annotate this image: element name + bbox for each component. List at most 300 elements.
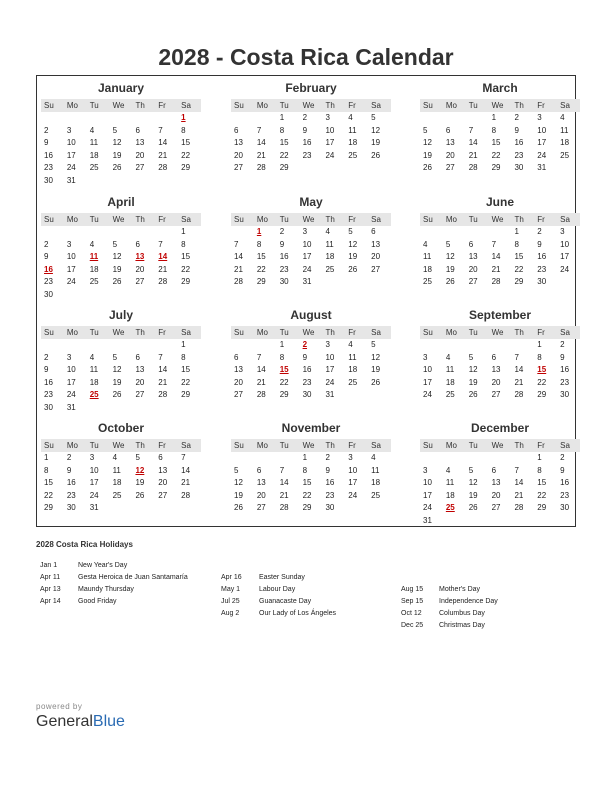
weekday-label: We <box>112 215 125 224</box>
day-cell <box>511 452 534 465</box>
week-row <box>420 515 580 528</box>
holiday-date: Apr 11 <box>40 574 61 581</box>
day-cell: 11 <box>445 365 455 374</box>
day-cell: 9 <box>44 252 49 261</box>
week-row <box>41 364 201 377</box>
day-cell: 9 <box>560 465 565 475</box>
day-cell <box>420 452 443 465</box>
day-cell: 30 <box>279 277 289 286</box>
weekday-label: We <box>302 328 315 337</box>
day-cell <box>322 276 345 289</box>
weekday-label: Mo <box>256 215 268 224</box>
day-cell: 26 <box>135 490 145 500</box>
week-row <box>420 502 580 515</box>
month-june <box>420 194 580 289</box>
week-row <box>41 150 201 163</box>
weekday-label: Tu <box>468 328 478 337</box>
month-name: August <box>290 308 332 322</box>
holiday-name: Christmas Day <box>439 622 485 629</box>
powered-by-text: powered by <box>36 702 83 711</box>
weekday-header <box>41 99 201 112</box>
day-cell: 15 <box>181 365 191 374</box>
week-row <box>420 137 580 150</box>
day-cell: 3 <box>325 340 330 349</box>
holiday-item <box>40 572 188 584</box>
weekday-label: Su <box>44 328 54 337</box>
day-cell <box>443 515 466 528</box>
week-row <box>420 352 580 365</box>
day-cell <box>443 339 466 352</box>
day-cell: 26 <box>112 163 122 172</box>
day-cell: 4 <box>423 239 428 249</box>
holiday-column <box>221 572 336 620</box>
day-cell: 6 <box>135 239 140 249</box>
day-cell: 15 <box>491 138 501 147</box>
calendar-grid <box>36 75 576 527</box>
holiday-name: Good Friday <box>78 598 117 605</box>
day-cell <box>155 339 178 352</box>
day-cell <box>511 339 534 352</box>
weekday-label: Mo <box>66 215 78 224</box>
weekday-header <box>41 213 201 226</box>
day-cell: 26 <box>112 277 122 286</box>
weekday-label: Su <box>234 441 244 450</box>
day-cell: 2 <box>560 453 565 462</box>
week-row <box>231 239 391 252</box>
day-cell: 7 <box>234 239 239 249</box>
day-cell: 4 <box>89 239 95 249</box>
day-cell: 25 <box>348 377 358 387</box>
week-row <box>420 239 580 252</box>
day-cell: 19 <box>371 365 381 374</box>
holiday-date: Jul 25 <box>221 598 240 605</box>
holiday-item <box>221 608 336 620</box>
day-cell: 11 <box>348 352 357 362</box>
holiday-day: 25 <box>445 503 455 512</box>
day-cell: 14 <box>514 478 524 487</box>
footer <box>36 702 125 731</box>
day-cell: 19 <box>348 252 358 261</box>
holiday-item <box>401 596 498 608</box>
day-cell: 30 <box>44 402 53 412</box>
day-cell: 20 <box>491 490 501 500</box>
month-october <box>41 420 201 515</box>
day-cell <box>178 289 201 302</box>
day-cell: 5 <box>112 352 118 362</box>
weekday-label: Tu <box>468 215 478 224</box>
week-row <box>41 125 201 138</box>
day-cell: 3 <box>348 453 353 462</box>
weekday-label: We <box>112 101 125 110</box>
week-row <box>420 339 580 352</box>
day-cell: 9 <box>514 125 519 135</box>
holiday-item <box>401 620 498 632</box>
day-cell: 20 <box>234 377 243 387</box>
day-cell: 27 <box>234 390 243 399</box>
day-cell: 16 <box>44 150 53 160</box>
week-row <box>231 339 391 352</box>
weekday-label: Su <box>423 101 433 110</box>
day-cell: 12 <box>445 252 455 261</box>
day-cell <box>110 112 133 125</box>
day-cell: 17 <box>66 377 76 387</box>
day-cell: 27 <box>158 490 168 500</box>
day-cell: 27 <box>491 503 501 512</box>
holiday-item <box>401 608 498 620</box>
day-cell: 9 <box>537 239 542 249</box>
day-cell: 16 <box>560 365 570 374</box>
day-cell: 23 <box>537 264 547 274</box>
day-cell: 16 <box>44 377 53 387</box>
week-row <box>231 490 391 503</box>
holiday-name: Mother's Day <box>439 586 481 593</box>
weekday-label: Th <box>135 101 145 110</box>
day-cell: 28 <box>256 390 266 399</box>
day-cell: 24 <box>423 390 432 399</box>
holiday-item <box>401 584 498 596</box>
day-cell: 22 <box>256 264 266 274</box>
day-cell: 6 <box>256 465 262 475</box>
holiday-name: Columbus Day <box>439 610 485 617</box>
day-cell: 11 <box>423 252 432 261</box>
weekday-label: Th <box>325 215 335 224</box>
weekday-label: Sa <box>181 215 191 224</box>
day-cell: 14 <box>468 138 478 147</box>
brand-text-general: General <box>36 713 93 730</box>
month-may <box>231 194 391 289</box>
month-march <box>420 80 580 175</box>
day-cell: 14 <box>256 365 266 374</box>
day-cell: 23 <box>560 377 570 387</box>
week-row <box>420 490 580 503</box>
day-cell <box>155 402 178 415</box>
day-cell: 12 <box>468 478 478 487</box>
day-cell: 17 <box>423 490 432 500</box>
day-cell: 23 <box>514 150 524 160</box>
day-cell: 21 <box>468 150 478 160</box>
day-cell: 14 <box>514 365 524 374</box>
day-cell <box>178 175 201 188</box>
day-cell: 19 <box>112 150 122 160</box>
day-cell: 9 <box>279 239 285 249</box>
day-cell: 28 <box>514 503 524 512</box>
day-cell <box>322 162 345 175</box>
week-row <box>41 264 201 277</box>
day-cell: 10 <box>66 252 76 261</box>
day-cell: 25 <box>89 277 99 286</box>
weekday-label: Su <box>423 441 433 450</box>
day-cell <box>466 515 489 528</box>
day-cell: 2 <box>44 352 49 362</box>
day-cell: 28 <box>468 163 478 172</box>
holiday-name: Labour Day <box>259 586 296 593</box>
day-cell: 8 <box>491 125 497 135</box>
day-cell: 26 <box>445 277 455 286</box>
day-cell: 1 <box>491 113 497 122</box>
day-cell: 8 <box>537 352 542 362</box>
day-cell: 7 <box>158 125 163 135</box>
day-cell: 17 <box>325 138 335 147</box>
day-cell: 10 <box>325 125 335 135</box>
day-cell: 2 <box>560 340 565 349</box>
day-cell: 3 <box>560 227 565 236</box>
day-cell: 3 <box>423 352 428 362</box>
day-cell <box>87 402 110 415</box>
day-cell: 12 <box>423 138 432 147</box>
holiday-day: 15 <box>279 365 289 374</box>
weekday-label: Sa <box>181 328 191 337</box>
day-cell <box>557 276 580 289</box>
day-cell: 29 <box>279 163 289 172</box>
day-cell: 31 <box>302 277 312 286</box>
day-cell: 5 <box>468 352 474 362</box>
day-cell: 5 <box>135 453 140 462</box>
day-cell: 9 <box>66 465 72 475</box>
holiday-item <box>40 596 188 608</box>
week-row <box>231 377 391 390</box>
day-cell <box>489 339 512 352</box>
day-cell <box>132 502 155 515</box>
day-cell: 24 <box>537 150 547 160</box>
week-row <box>231 226 391 239</box>
day-cell: 31 <box>66 175 76 185</box>
day-cell: 18 <box>89 150 99 160</box>
weekday-label: We <box>302 101 315 110</box>
day-cell: 9 <box>302 125 308 135</box>
month-name: September <box>468 308 532 322</box>
month-name: January <box>97 81 145 95</box>
day-cell: 19 <box>112 377 122 387</box>
day-cell: 7 <box>468 125 474 135</box>
day-cell: 1 <box>181 227 186 236</box>
day-cell: 21 <box>181 478 191 487</box>
weekday-label: Fr <box>348 215 356 224</box>
day-cell <box>41 112 64 125</box>
month-july <box>41 307 201 414</box>
day-cell <box>489 515 512 528</box>
week-row <box>420 465 580 478</box>
week-row <box>420 226 580 239</box>
week-row <box>231 477 391 490</box>
weekday-label: Su <box>44 441 54 450</box>
day-cell <box>466 452 489 465</box>
day-cell: 28 <box>181 490 191 500</box>
day-cell <box>420 112 443 125</box>
day-cell <box>41 339 64 352</box>
day-cell: 30 <box>560 503 570 512</box>
day-cell: 16 <box>66 478 76 487</box>
day-cell: 26 <box>468 503 478 512</box>
day-cell <box>466 339 489 352</box>
weekday-label: Th <box>325 101 335 110</box>
day-cell: 7 <box>514 352 519 362</box>
day-cell: 13 <box>491 365 501 374</box>
day-cell: 6 <box>445 125 451 135</box>
day-cell: 6 <box>135 352 140 362</box>
weekday-label: Sa <box>181 101 191 110</box>
weekday-header <box>420 99 580 112</box>
day-cell: 30 <box>560 390 570 399</box>
month-name: April <box>107 195 135 209</box>
day-cell: 13 <box>158 465 168 475</box>
day-cell: 24 <box>66 163 76 172</box>
day-cell: 10 <box>423 478 432 487</box>
day-cell <box>110 289 133 302</box>
day-cell: 27 <box>135 163 145 172</box>
day-cell: 20 <box>445 150 455 160</box>
month-september <box>420 307 580 402</box>
day-cell: 16 <box>560 478 570 487</box>
day-cell: 20 <box>491 377 501 387</box>
day-cell: 4 <box>445 352 451 362</box>
day-cell: 1 <box>279 340 285 349</box>
day-cell: 28 <box>256 163 266 172</box>
day-cell: 18 <box>423 264 432 274</box>
day-cell: 11 <box>371 465 380 475</box>
day-cell: 7 <box>181 453 186 462</box>
weekday-label: Th <box>514 215 524 224</box>
weekday-header <box>41 326 201 339</box>
day-cell <box>443 112 466 125</box>
day-cell: 8 <box>181 352 186 362</box>
weekday-label: Tu <box>468 441 478 450</box>
day-cell: 8 <box>279 352 285 362</box>
day-cell: 8 <box>302 465 308 475</box>
week-row <box>420 264 580 277</box>
day-cell <box>345 389 368 402</box>
weekday-label: Su <box>44 101 54 110</box>
day-cell: 12 <box>234 478 243 487</box>
weekday-header <box>231 326 391 339</box>
day-cell: 9 <box>44 138 49 147</box>
day-cell: 12 <box>112 365 122 374</box>
month-december <box>420 420 580 527</box>
day-cell: 3 <box>537 113 542 122</box>
day-cell: 28 <box>279 503 289 512</box>
weekday-label: Mo <box>445 441 457 450</box>
day-cell <box>110 339 133 352</box>
week-row <box>231 162 391 175</box>
day-cell <box>557 162 580 175</box>
day-cell <box>110 175 133 188</box>
day-cell: 25 <box>325 264 335 274</box>
week-row <box>231 465 391 478</box>
day-cell <box>110 226 133 239</box>
week-row <box>41 251 201 264</box>
weekday-header <box>420 326 580 339</box>
day-cell: 25 <box>560 150 570 160</box>
day-cell: 2 <box>279 227 285 236</box>
weekday-label: We <box>491 215 504 224</box>
day-cell: 22 <box>537 490 547 500</box>
day-cell: 21 <box>514 490 524 500</box>
weekday-label: Su <box>44 215 54 224</box>
weekday-label: We <box>491 101 504 110</box>
day-cell <box>132 339 155 352</box>
weekday-label: Fr <box>158 441 166 450</box>
day-cell: 27 <box>371 264 381 274</box>
weekday-label: Sa <box>181 441 191 450</box>
day-cell <box>420 339 443 352</box>
weekday-label: Tu <box>468 101 478 110</box>
day-cell <box>489 226 512 239</box>
week-row <box>231 125 391 138</box>
holiday-column <box>401 584 498 632</box>
day-cell: 13 <box>468 252 478 261</box>
day-cell: 2 <box>325 453 330 462</box>
day-cell: 18 <box>348 365 358 374</box>
weekday-label: We <box>112 328 125 337</box>
day-cell <box>132 289 155 302</box>
day-cell: 24 <box>423 503 432 512</box>
day-cell: 13 <box>135 365 145 374</box>
week-row <box>231 137 391 150</box>
day-cell: 19 <box>135 478 145 487</box>
day-cell: 17 <box>537 138 547 147</box>
week-row <box>420 125 580 138</box>
weekday-label: Mo <box>66 441 78 450</box>
day-cell: 27 <box>468 277 478 286</box>
day-cell: 14 <box>181 465 191 475</box>
weekday-label: We <box>302 441 315 450</box>
holiday-date: Apr 14 <box>40 598 61 605</box>
weekday-label: Mo <box>256 101 268 110</box>
week-row <box>41 502 201 515</box>
holiday-day: 1 <box>181 113 186 122</box>
day-cell: 20 <box>135 377 145 387</box>
holiday-day: 13 <box>135 252 145 261</box>
day-cell: 10 <box>89 465 99 475</box>
day-cell: 6 <box>234 125 239 135</box>
day-cell: 15 <box>181 252 191 261</box>
holiday-name: Easter Sunday <box>259 574 305 581</box>
day-cell: 7 <box>491 239 497 249</box>
day-cell: 26 <box>348 264 358 274</box>
day-cell: 14 <box>279 478 289 487</box>
weekday-header <box>420 213 580 226</box>
day-cell: 31 <box>89 503 99 512</box>
weekday-label: Th <box>135 328 145 337</box>
day-cell: 18 <box>445 377 455 387</box>
day-cell: 4 <box>371 453 376 462</box>
week-row <box>41 112 201 125</box>
holiday-item <box>221 596 336 608</box>
day-cell: 15 <box>302 478 312 487</box>
day-cell <box>254 339 277 352</box>
day-cell: 21 <box>256 150 266 160</box>
weekday-label: Mo <box>256 328 268 337</box>
day-cell: 29 <box>491 163 501 172</box>
day-cell: 16 <box>302 365 312 374</box>
day-cell: 20 <box>135 264 145 274</box>
day-cell <box>466 112 489 125</box>
weekday-label: Th <box>135 441 145 450</box>
day-cell: 25 <box>423 277 432 286</box>
day-cell: 22 <box>181 150 191 160</box>
day-cell: 9 <box>560 352 565 362</box>
day-cell: 19 <box>468 377 478 387</box>
day-cell <box>87 112 110 125</box>
day-cell: 13 <box>491 478 501 487</box>
day-cell: 15 <box>537 478 547 487</box>
day-cell <box>155 226 178 239</box>
day-cell <box>155 175 178 188</box>
day-cell: 28 <box>158 390 168 399</box>
day-cell: 26 <box>423 163 432 172</box>
holiday-day: 16 <box>44 264 53 274</box>
week-row <box>231 264 391 277</box>
weekday-label: Mo <box>66 101 78 110</box>
